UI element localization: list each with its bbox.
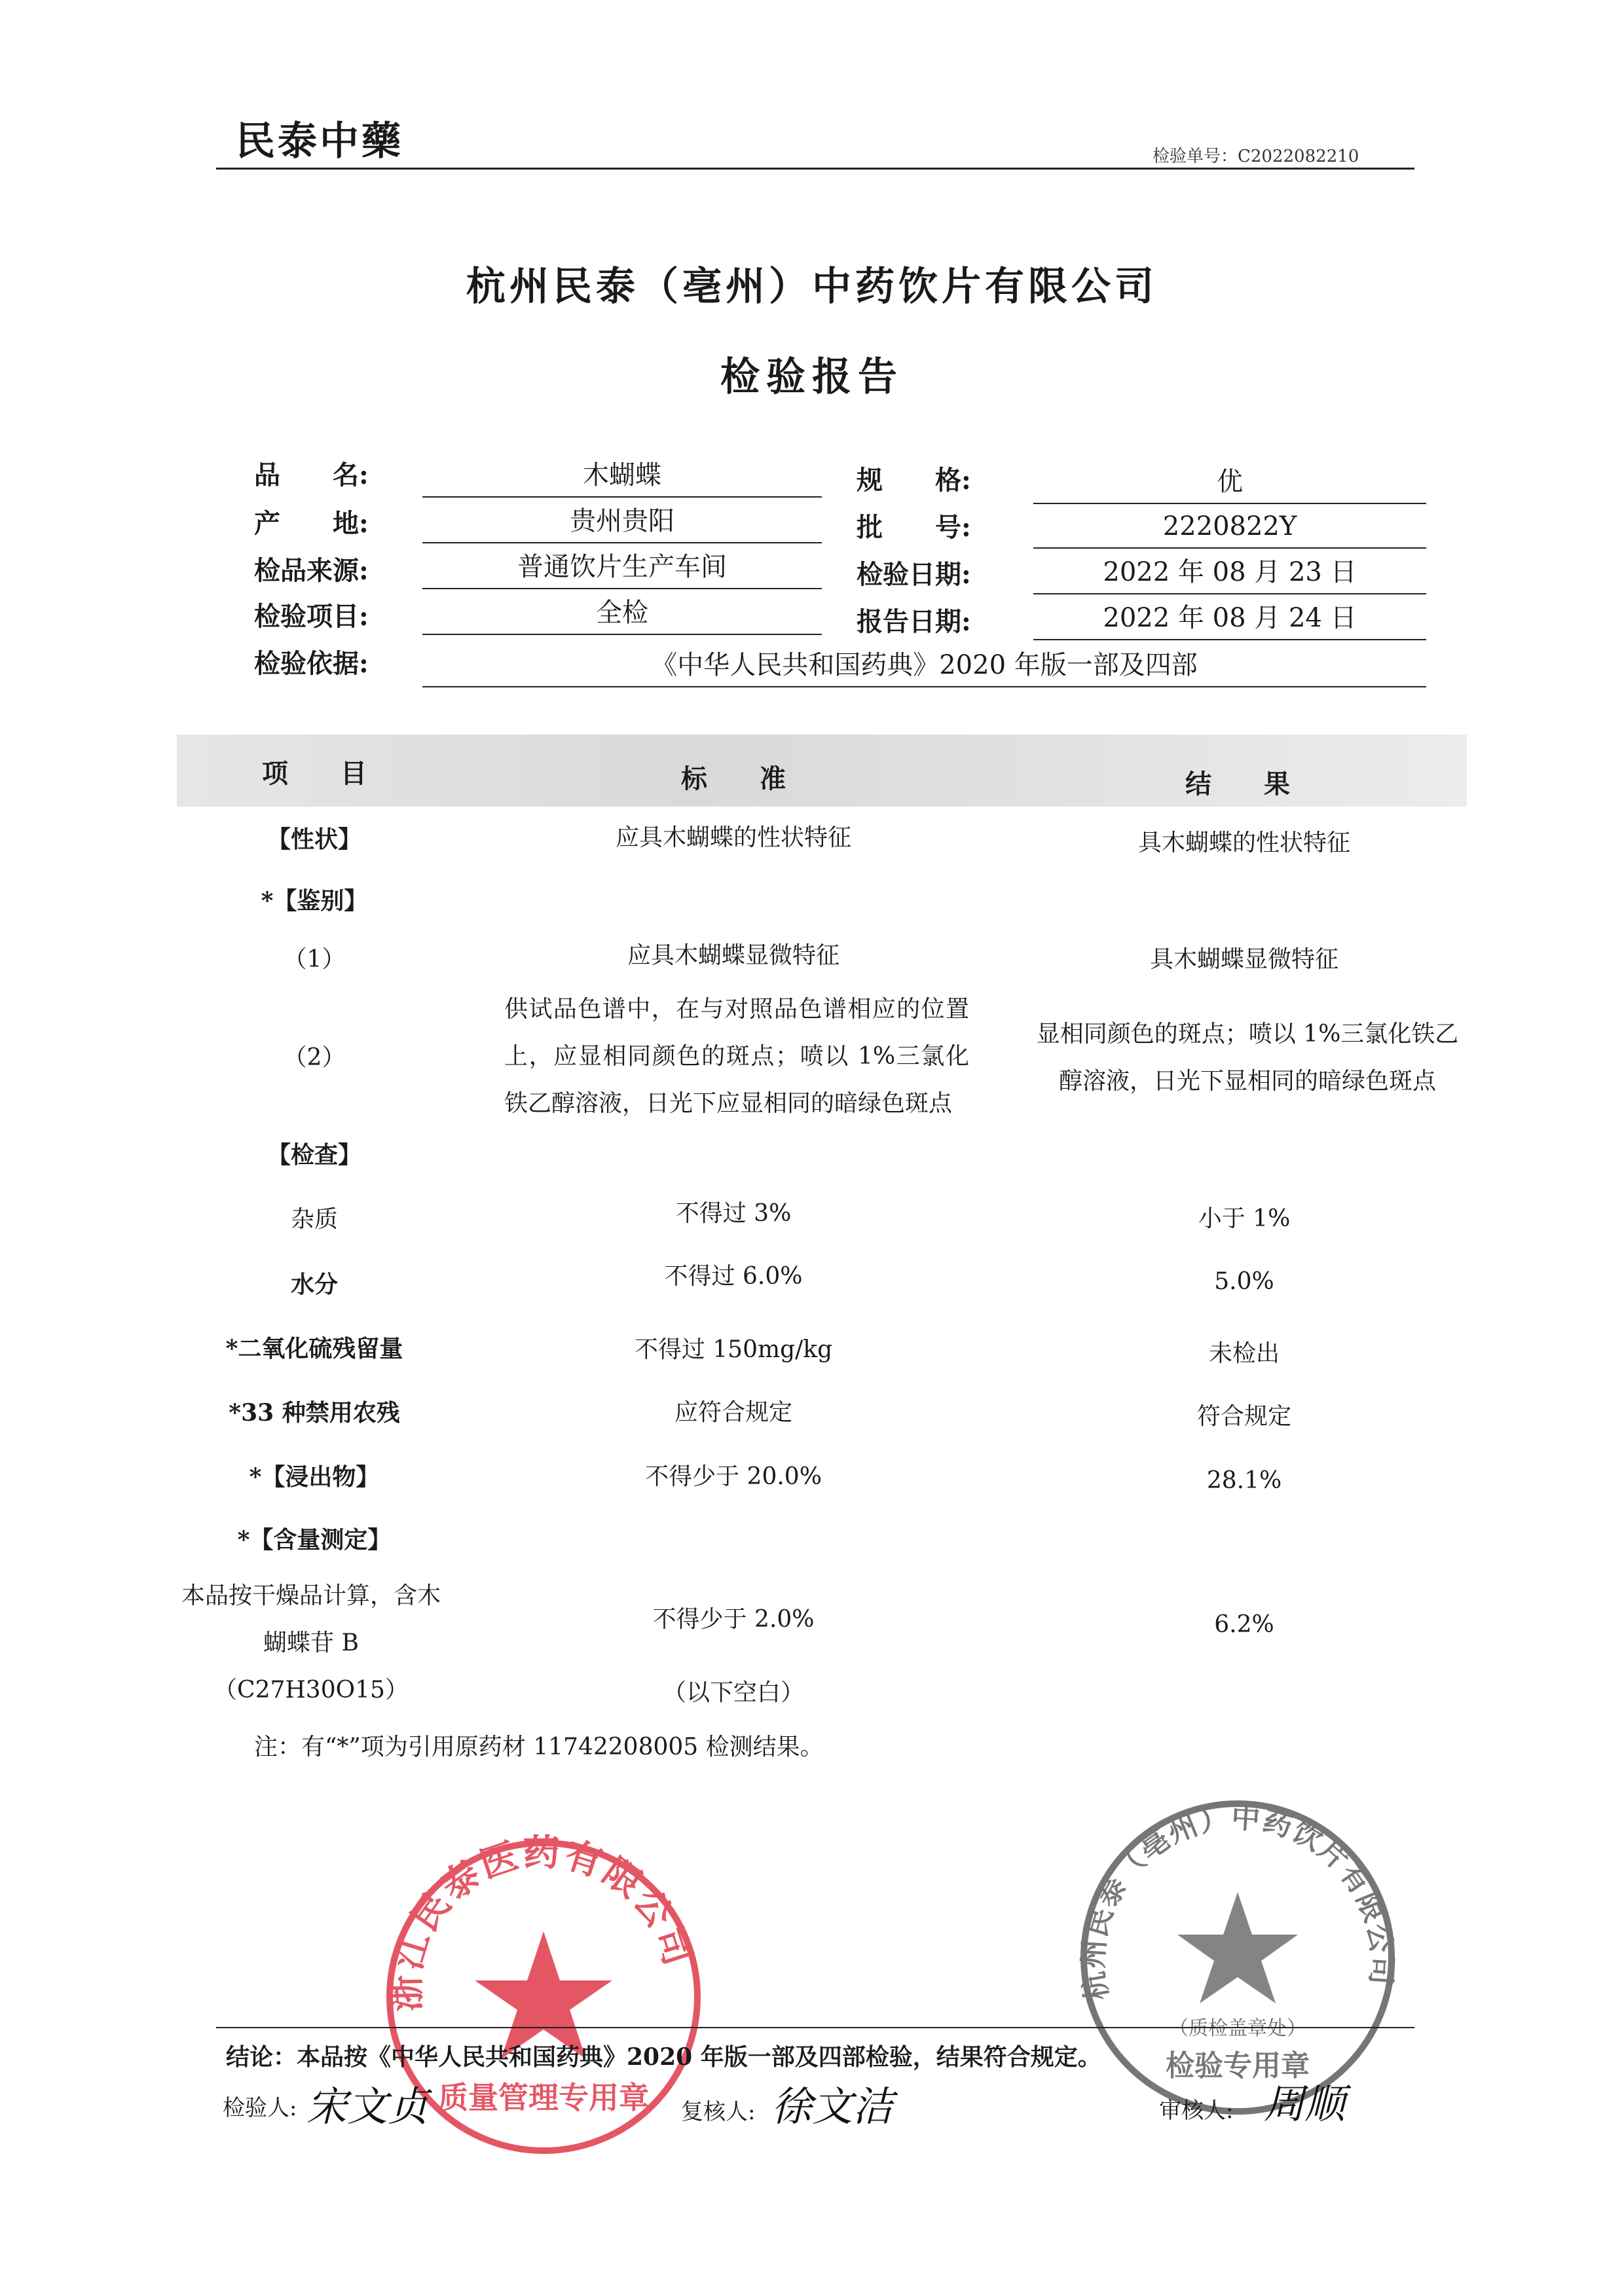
reviewer-signature: 徐文洁 — [771, 2083, 894, 2130]
basis-value: 《中华人民共和国药典》2020 年版一部及四部 — [422, 647, 1426, 687]
inspect-date-value: 2022 年 08 月 23 日 — [1033, 554, 1426, 594]
extract-label: *【浸出物】 — [249, 1463, 380, 1491]
extract-result: 28.1% — [1206, 1467, 1282, 1494]
gray-seal-text: 杭州民泰（亳州）中药饮片有限公司 — [1077, 1800, 1399, 2003]
company-logo: 民泰中藥 — [236, 118, 403, 164]
spec-label: 规 格: — [857, 465, 971, 496]
col-header-item: 项 目 — [262, 758, 367, 789]
footer-divider — [216, 2027, 1414, 2028]
basis-label: 检验依据: — [254, 648, 369, 679]
id2-standard: 供试品色谱中，在与对照品色谱相应的位置上，应显相同颜色的斑点；喷以 1%三氯化铁乙醇溶液，日光下应显相同的暗绿色斑点 — [504, 996, 969, 1117]
spec-value: 优 — [1033, 464, 1426, 504]
id1-result: 具木蝴蝶显微特征 — [1149, 946, 1338, 973]
header-divider — [216, 168, 1414, 170]
origin-value: 贵州贵阳 — [422, 503, 822, 543]
id1-standard: 应具木蝴蝶显微特征 — [627, 942, 840, 969]
red-quality-seal — [380, 1833, 707, 2160]
batch-label: 批 号: — [857, 512, 971, 543]
report-title: 检验报告 — [720, 354, 904, 400]
red-seal-subtext: 质量管理专用章 — [438, 2080, 649, 2115]
moisture-standard: 不得过 6.0% — [664, 1263, 803, 1290]
appearance-result: 具木蝴蝶的性状特征 — [1137, 829, 1350, 856]
inspect-date-label: 检验日期: — [857, 559, 971, 590]
product-name-label: 品 名: — [254, 460, 369, 490]
source-label: 检品来源: — [254, 555, 369, 586]
id2-label: （2） — [283, 1044, 346, 1071]
assay-standard: 不得少于 2.0% — [652, 1606, 815, 1633]
source-value: 普通饮片生产车间 — [422, 549, 822, 589]
approver-signature: 周顺 — [1264, 2080, 1346, 2128]
so2-label: *二氧化硫残留量 — [225, 1335, 403, 1362]
pesticide-result: 符合规定 — [1196, 1403, 1291, 1430]
report-date-label: 报告日期: — [857, 606, 971, 637]
company-name: 杭州民泰（亳州）中药饮片有限公司 — [466, 264, 1158, 310]
appearance-standard: 应具木蝴蝶的性状特征 — [615, 824, 851, 851]
assay-result: 6.2% — [1214, 1611, 1274, 1638]
reviewer-label: 复核人: — [681, 2099, 756, 2125]
id2-result: 显相同颜色的斑点；喷以 1%三氯化铁乙醇溶液，日光下显相同的暗绿色斑点 — [1036, 1021, 1459, 1095]
col-header-standard: 标 准 — [681, 763, 786, 794]
inspector-label: 检验人: — [223, 2095, 297, 2121]
gray-seal-inner: （质检盖章处） — [1169, 2017, 1306, 2040]
moisture-result: 5.0% — [1214, 1268, 1274, 1295]
impurity-label: 杂质 — [290, 1206, 338, 1233]
assay-label: *【含量测定】 — [237, 1526, 392, 1554]
gray-inspection-seal — [1074, 1794, 1401, 2121]
test-item-value: 全检 — [422, 594, 822, 635]
row-identification-label: *【鉴别】 — [261, 887, 368, 915]
so2-standard: 不得过 150mg/kg — [634, 1336, 833, 1363]
approver-label: 审核人: — [1159, 2098, 1234, 2124]
pesticide-label: *33 种禁用农残 — [229, 1399, 400, 1427]
row-check-label: 【检查】 — [267, 1141, 361, 1169]
impurity-result: 小于 1% — [1198, 1205, 1291, 1232]
conclusion: 结论：本品按《中华人民共和国药典》2020 年版一部及四部检验，结果符合规定。 — [226, 2043, 1101, 2071]
test-item-label: 检验项目: — [254, 601, 369, 632]
row-appearance-label: 【性状】 — [267, 826, 361, 853]
assay-item: 本品按干燥品计算，含木蝴蝶苷 B（C27H30O15） — [181, 1582, 441, 1704]
so2-result: 未检出 — [1208, 1340, 1280, 1367]
inspector-signature: 宋文贞 — [306, 2083, 429, 2130]
gray-seal-subtext: 检验专用章 — [1166, 2049, 1310, 2083]
moisture-label: 水分 — [290, 1271, 338, 1298]
origin-label: 产 地: — [254, 508, 369, 539]
report-date-value: 2022 年 08 月 24 日 — [1033, 600, 1426, 640]
extract-standard: 不得少于 20.0% — [645, 1463, 822, 1490]
col-header-result: 结 果 — [1185, 769, 1290, 799]
impurity-standard: 不得过 3% — [675, 1200, 792, 1227]
batch-value: 2220822Y — [1033, 508, 1426, 549]
product-name-value: 木蝴蝶 — [422, 457, 822, 498]
blank-marker: （以下空白） — [662, 1679, 804, 1706]
report-number: 检验单号：C2022082210 — [1153, 147, 1359, 166]
footnote: 注：有“*”项为引用原药材 11742208005 检测结果。 — [254, 1734, 824, 1760]
id1-label: （1） — [283, 946, 346, 973]
pesticide-standard: 应符合规定 — [674, 1399, 792, 1426]
red-seal-text: 浙江民泰医药有限公司 — [385, 1833, 700, 2013]
